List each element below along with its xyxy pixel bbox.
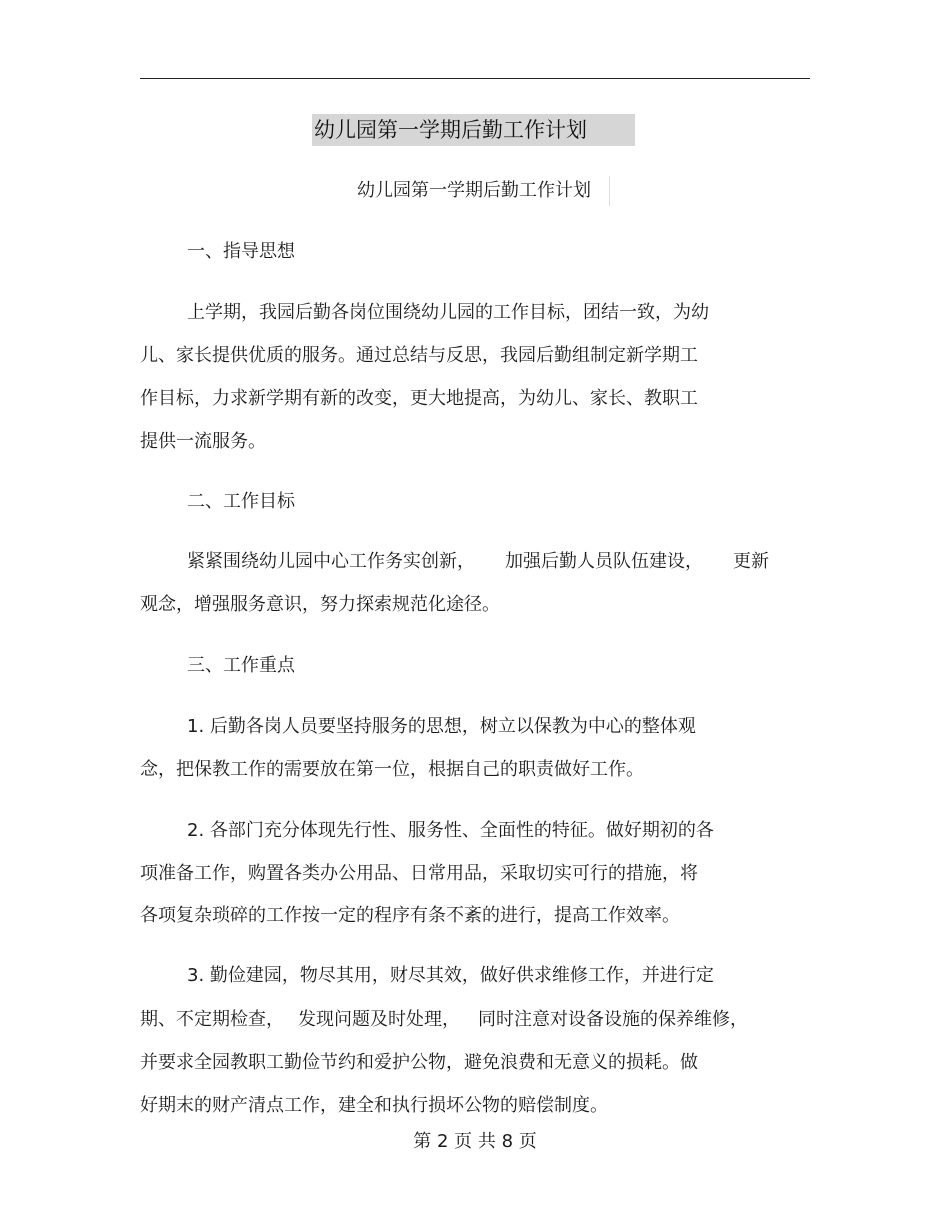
list-item-line: 念，把保教工作的需要放在第一位，根据自己的职责做好工作。 [140, 759, 644, 780]
page-number: 第 2 页 共 8 页 [413, 1131, 537, 1152]
text-segment: 加强后勤人员队伍建设， [505, 551, 703, 572]
section-heading-work-focus: 三、工作重点 [187, 655, 295, 676]
text-segment: 紧紧围绕幼儿园中心工作务实创新， [187, 551, 475, 572]
paragraph-line: 观念，增强服务意识，努力探索规范化途径。 [140, 594, 500, 615]
list-item-line: 并要求全园教职工勤俭节约和爱护公物，避免浪费和无意义的损耗。做 [140, 1052, 698, 1073]
list-item-line: 好期末的财产清点工作，建全和执行损坏公物的赔偿制度。 [140, 1095, 608, 1116]
list-item-line: 项准备工作，购置各类办公用品、日常用品，采取切实可行的措施，将 [140, 863, 698, 884]
list-item-line [140, 1005, 748, 1035]
text-segment: 同时注意对设备设施的保养维修， [478, 1009, 748, 1030]
text-segment: 更新 [733, 551, 769, 572]
text-segment: 期、不定期检查， [140, 1009, 284, 1030]
list-item-line: 2. 各部门充分体现先行性、服务性、全面性的特征。做好期初的各 [187, 820, 714, 841]
header-rule [140, 78, 810, 79]
paragraph-line [187, 547, 769, 577]
document-title: 幼儿园第一学期后勤工作计划 [312, 114, 635, 146]
document-subtitle: 幼儿园第一学期后勤工作计划 [357, 176, 610, 206]
paragraph-line: 作目标，力求新学期有新的改变，更大地提高，为幼儿、家长、教职工 [140, 388, 698, 409]
paragraph-line: 儿、家长提供优质的服务。通过总结与反思，我园后勤组制定新学期工 [140, 345, 698, 366]
paragraph-line: 提供一流服务。 [140, 431, 266, 452]
paragraph-line: 上学期，我园后勤各岗位围绕幼儿园的工作目标，团结一致，为幼 [187, 302, 709, 323]
list-item-line: 1. 后勤各岗人员要坚持服务的思想，树立以保教为中心的整体观 [187, 716, 696, 737]
list-item-line: 3. 勤俭建园，物尽其用，财尽其效，做好供求维修工作，并进行定 [187, 965, 714, 986]
text-segment: 发现问题及时处理， [298, 1009, 460, 1030]
section-heading-work-goals: 二、工作目标 [187, 491, 295, 512]
list-item-line: 各项复杂琐碎的工作按一定的程序有条不紊的进行，提高工作效率。 [140, 905, 680, 926]
section-heading-guiding-ideology: 一、指导思想 [187, 241, 295, 262]
